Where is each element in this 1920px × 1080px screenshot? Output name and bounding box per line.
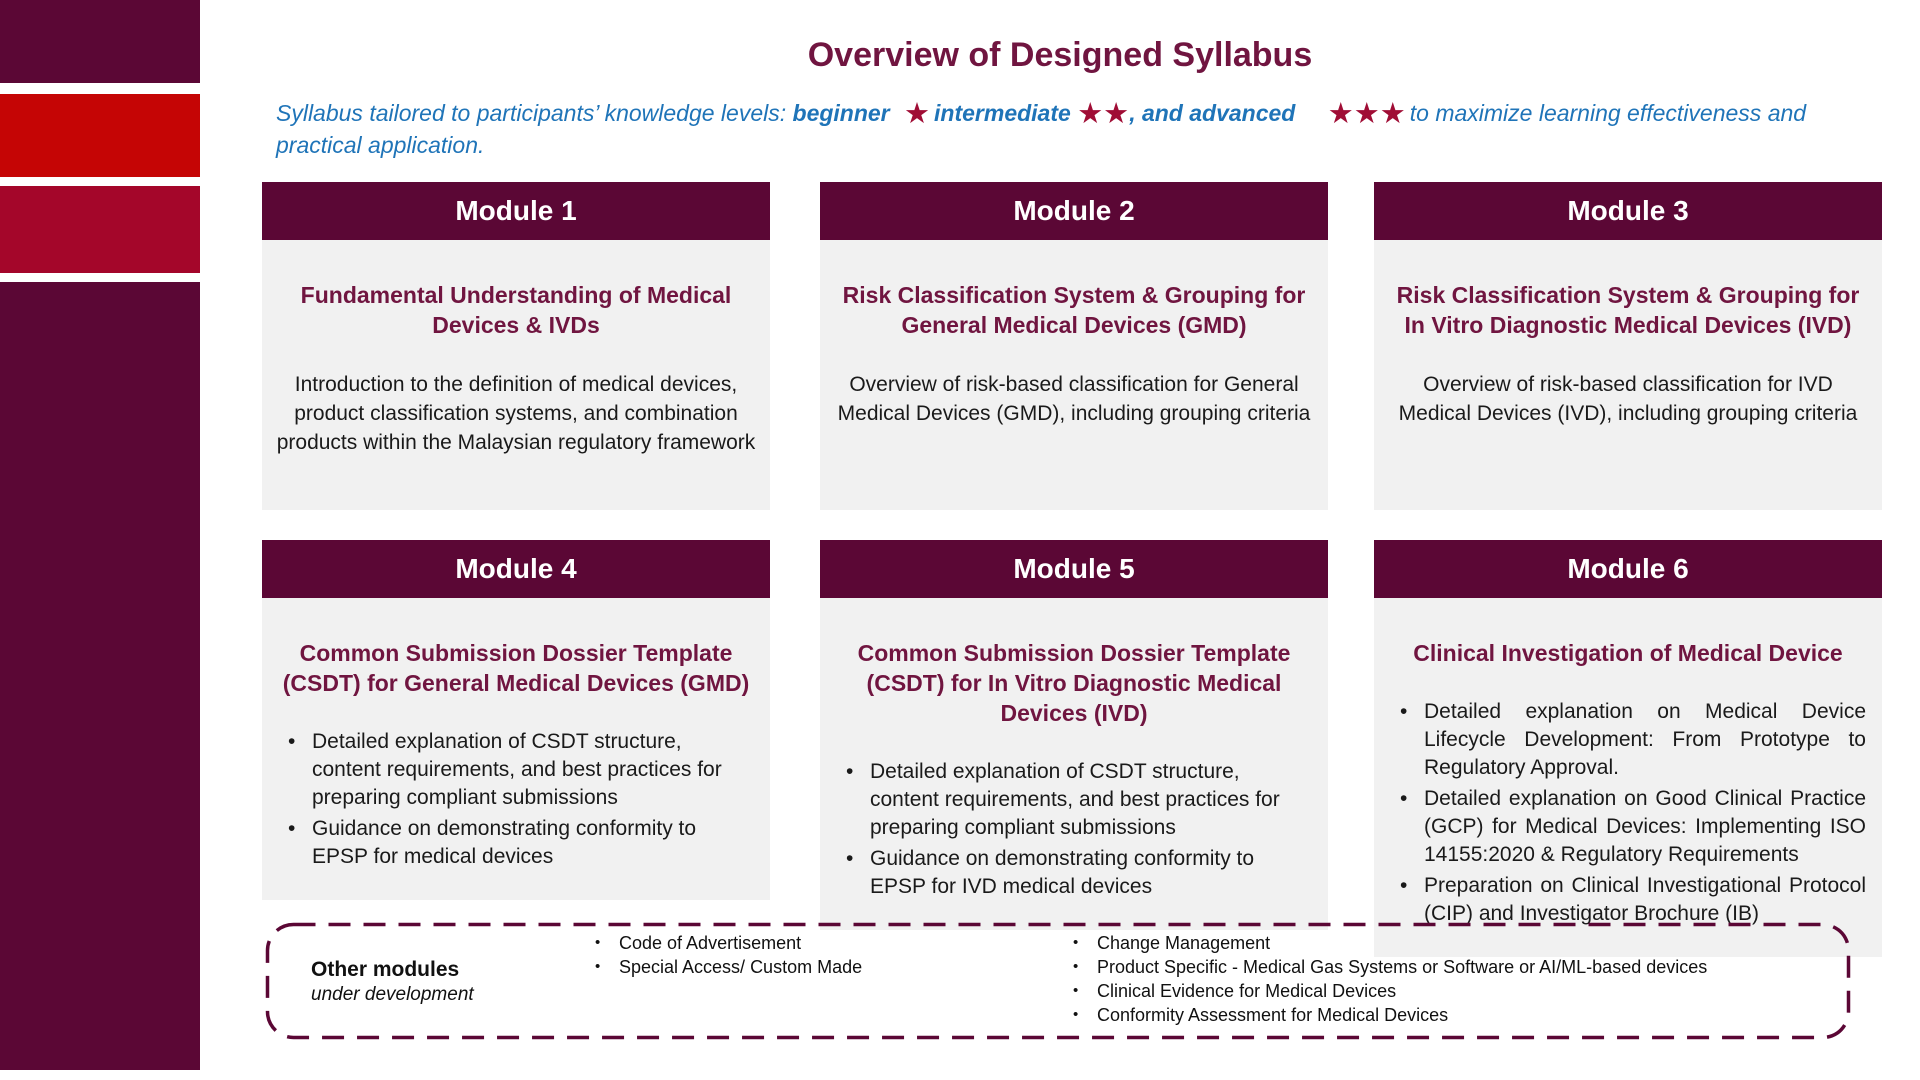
module-1-title: Fundamental Understanding of Medical Devices & IVDs — [300, 282, 732, 338]
module-2-card — [820, 182, 1328, 510]
list-item: • Clinical Evidence for Medical Devices — [1065, 979, 1707, 1003]
module-4-body — [262, 598, 770, 900]
module-3-header: Module 3 — [1374, 182, 1882, 240]
subtitle-suffix: to maximize learning effectiveness and practical application. — [276, 100, 1807, 158]
module-1-header: Module 1 — [262, 182, 770, 240]
module-4-title: Common Submission Dossier Template (CSDT) for General Medical Devices (GMD) — [282, 640, 750, 696]
list-item: • Product Specific - Medical Gas Systems or Software or AI/ML-based devices — [1065, 955, 1707, 979]
list-item: • Special Access/ Custom Made — [587, 955, 862, 979]
subtitle — [276, 97, 1876, 161]
bullet-item: • Preparation on Clinical Investigational Protocol (CIP) and Investigator Brochure (IB) — [1388, 872, 1868, 928]
module-2-title: Risk Classification System & Grouping for General Medical Devices (GMD) — [842, 282, 1306, 338]
module-5-card — [820, 540, 1328, 930]
module-1-description: Introduction to the definition of medical devices, product classification systems, and combination products within the Malaysian regulatory framework — [276, 373, 756, 454]
list-item: • Code of Advertisement — [587, 931, 862, 955]
bullet-item: • Detailed explanation of CSDT structure, content requirements, and best practices for preparing compliant submissions — [834, 758, 1314, 842]
module-3-body — [1374, 240, 1882, 510]
beginner-star-icon: ★ — [904, 98, 931, 130]
module-6-title: Clinical Investigation of Medical Device — [1413, 640, 1843, 666]
bullet-item: • Guidance on demonstrating conformity to EPSP for IVD medical devices — [834, 845, 1314, 901]
module-2-header: Module 2 — [820, 182, 1328, 240]
module-2-description: Overview of risk-based classification for General Medical Devices (GMD), including grouping criteria — [837, 373, 1311, 425]
module-5-title: Common Submission Dossier Template (CSDT) for In Vitro Diagnostic Medical Devices (IVD) — [857, 640, 1291, 726]
other-modules-column-2 — [1065, 931, 1707, 1027]
other-modules-label — [311, 958, 474, 1006]
module-5-bullet-list — [834, 758, 1314, 901]
module-5-header: Module 5 — [820, 540, 1328, 598]
sidebar-accent-block-4 — [0, 282, 200, 1070]
beginner-label: beginner — [792, 100, 890, 126]
subtitle-prefix: Syllabus tailored to participants’ knowledge levels: — [276, 100, 793, 126]
module-1-card — [262, 182, 770, 510]
advanced-stars-icon: ★★★ — [1327, 98, 1406, 130]
module-4-card — [262, 540, 770, 900]
other-modules-subtitle: under development — [311, 984, 474, 1005]
sidebar-accent-block-1 — [0, 0, 200, 83]
bullet-item: • Detailed explanation on Good Clinical Practice (GCP) for Medical Devices: Implementing ISO 14155:2020 & Regulatory Requirements — [1388, 785, 1868, 869]
module-3-title: Risk Classification System & Grouping for In Vitro Diagnostic Medical Devices (IVD) — [1396, 282, 1860, 338]
module-5-body — [820, 598, 1328, 930]
intermediate-label: intermediate — [934, 100, 1071, 126]
module-6-header: Module 6 — [1374, 540, 1882, 598]
bullet-item: • Detailed explanation of CSDT structure, content requirements, and best practices for preparing compliant submissions — [276, 728, 756, 812]
module-2-body — [820, 240, 1328, 510]
sidebar-accent-block-2 — [0, 94, 200, 177]
bullet-item: • Detailed explanation on Medical Device Lifecycle Development: From Prototype to Regulatory Approval. — [1388, 698, 1868, 782]
sidebar-accent-block-3 — [0, 186, 200, 273]
module-4-header: Module 4 — [262, 540, 770, 598]
module-1-body — [262, 240, 770, 510]
module-6-bullet-list — [1388, 698, 1868, 928]
module-3-description: Overview of risk-based classification for IVD Medical Devices (IVD), including grouping criteria — [1398, 373, 1858, 425]
module-6-card — [1374, 540, 1882, 957]
bullet-item: • Guidance on demonstrating conformity to EPSP for medical devices — [276, 815, 756, 871]
module-6-body — [1374, 598, 1882, 957]
list-item: • Conformity Assessment for Medical Devices — [1065, 1003, 1707, 1027]
other-modules-title: Other modules — [311, 958, 460, 981]
module-3-card — [1374, 182, 1882, 510]
advanced-label: , and advanced — [1129, 100, 1296, 126]
other-modules-column-1 — [587, 931, 862, 979]
module-4-bullet-list — [276, 728, 756, 871]
page-title: Overview of Designed Syllabus — [807, 36, 1313, 74]
intermediate-stars-icon: ★★ — [1077, 98, 1130, 130]
other-modules-panel — [265, 922, 1851, 1040]
list-item: • Change Management — [1065, 931, 1707, 955]
